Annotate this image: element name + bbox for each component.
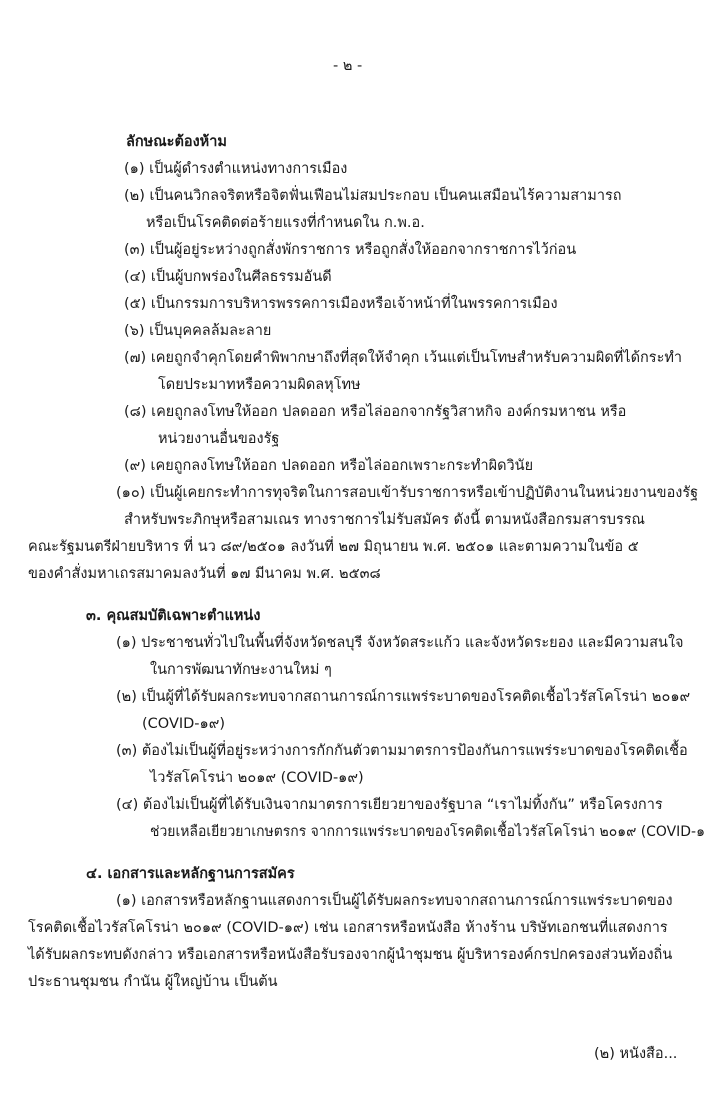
section4-line: (๑) เอกสารหรือหลักฐานแสดงการเป็นผู้ได้รับผลกระทบจากสถานการณ์การแพร่ระบาดของ (116, 893, 673, 909)
prohibited-item: (๓) เป็นผู้อยู่ระหว่างถูกสั่งพักราชการ หรือถูกสั่งให้ออกจากราชการไว้ก่อน (124, 242, 577, 258)
note-line: ของคำสั่งมหาเถรสมาคมลงวันที่ ๑๗ มีนาคม พ.ศ. ๒๕๓๘ (28, 566, 381, 582)
note-line: สำหรับพระภิกษุหรือสามเณร ทางราชการไม่รับสมัคร ดังนี้ ตามหนังสือกรมสารบรรณ (124, 512, 645, 528)
section3-line: (๔) ต้องไม่เป็นผู้ที่ได้รับเงินจากมาตรการเยียวยาของรัฐบาล “เราไม่ทิ้งกัน” หรือโครงการ (116, 797, 663, 813)
prohibited-heading: ลักษณะต้องห้าม (126, 134, 227, 150)
note-line: คณะรัฐมนตรีฝ่ายบริหาร ที่ นว ๘๙/๒๕๐๑ ลงวันที่ ๒๗ มิถุนายน พ.ศ. ๒๕๐๑ และตามความในข้อ ๕ (28, 539, 639, 555)
prohibited-item: (๖) เป็นบุคคลล้มละลาย (124, 323, 272, 339)
prohibited-item: (๕) เป็นกรรมการบริหารพรรคการเมืองหรือเจ้าหน้าที่ในพรรคการเมือง (124, 296, 558, 312)
prohibited-item: (๗) เคยถูกจำคุกโดยคำพิพากษาถึงที่สุดให้จำคุก เว้นแต่เป็นโทษสำหรับความผิดที่ได้กระทำ (124, 350, 683, 366)
prohibited-item: (๔) เป็นผู้บกพร่องในศีลธรรมอันดี (124, 269, 332, 285)
prohibited-item: (๑) เป็นผู้ดำรงตำแหน่งทางการเมือง (124, 161, 348, 177)
prohibited-item: (๒) เป็นคนวิกลจริตหรือจิตฟั่นเฟือนไม่สมประกอบ เป็นคนเสมือนไร้ความสามารถ (124, 188, 622, 204)
section4-line: ได้รับผลกระทบดังกล่าว หรือเอกสารหรือหนังสือรับรองจากผู้นำชุมชน ผู้บริหารองค์กรปกครองส่วนท้องถิ่น (28, 947, 673, 963)
prohibited-item: (๑๐) เป็นผู้เคยกระทำการทุจริตในการสอบเข้ารับราชการหรือเข้าปฏิบัติงานในหน่วยงานของรัฐ (116, 485, 699, 501)
section4-line: ประธานชุมชน กำนัน ผู้ใหญ่บ้าน เป็นต้น (28, 974, 278, 990)
section3-line: ไวรัสโคโรน่า ๒๐๑๙ (COVID-๑๙) (150, 770, 364, 786)
section3-line: (COVID-๑๙) (142, 716, 226, 732)
section4-line: โรคติดเชื้อไวรัสโคโรน่า ๒๐๑๙ (COVID-๑๙) เช่น เอกสารหรือหนังสือ ห้างร้าน บริษัทเอกชนที่แสดงการ (28, 920, 668, 936)
prohibited-item: โดยประมาทหรือความผิดลหุโทษ (158, 377, 361, 393)
section3-heading: ๓. คุณสมบัติเฉพาะตำแหน่ง (86, 608, 261, 624)
continuation-note: (๒) หนังสือ... (594, 1046, 678, 1062)
prohibited-item: หรือเป็นโรคติดต่อร้ายแรงที่กำหนดใน ก.พ.อ. (146, 215, 425, 231)
section3-line: ในการพัฒนาทักษะงานใหม่ ๆ (150, 662, 332, 678)
section3-line: ช่วยเหลือเยียวยาเกษตรกร จากการแพร่ระบาดของโรคติดเชื้อไวรัสโคโรน่า ๒๐๑๙ (COVID-๑ (150, 824, 705, 840)
prohibited-item: หน่วยงานอื่นของรัฐ (158, 431, 280, 447)
section3-line: (๒) เป็นผู้ที่ได้รับผลกระทบจากสถานการณ์การแพร่ระบาดของโรคติดเชื้อไวรัสโคโรน่า ๒๐๑๙ (116, 689, 691, 705)
section3-line: (๑) ประชาชนทั่วไปในพื้นที่จังหวัดชลบุรี จังหวัดสระแก้ว และจังหวัดระยอง และมีความสนใจ (116, 635, 684, 651)
section3-line: (๓) ต้องไม่เป็นผู้ที่อยู่ระหว่างการกักกันตัวตามมาตรการป้องกันการแพร่ระบาดของโรคติดเชื้อ (116, 743, 688, 759)
prohibited-item: (๘) เคยถูกลงโทษให้ออก ปลดออก หรือไล่ออกจากรัฐวิสาหกิจ องค์กรมหาชน หรือ (124, 404, 627, 420)
prohibited-item: (๙) เคยถูกลงโทษให้ออก ปลดออก หรือไล่ออกเพราะกระทำผิดวินัย (124, 458, 534, 474)
page-number: - ๒ - (333, 58, 363, 74)
section4-heading: ๔. เอกสารและหลักฐานการสมัคร (86, 866, 295, 882)
